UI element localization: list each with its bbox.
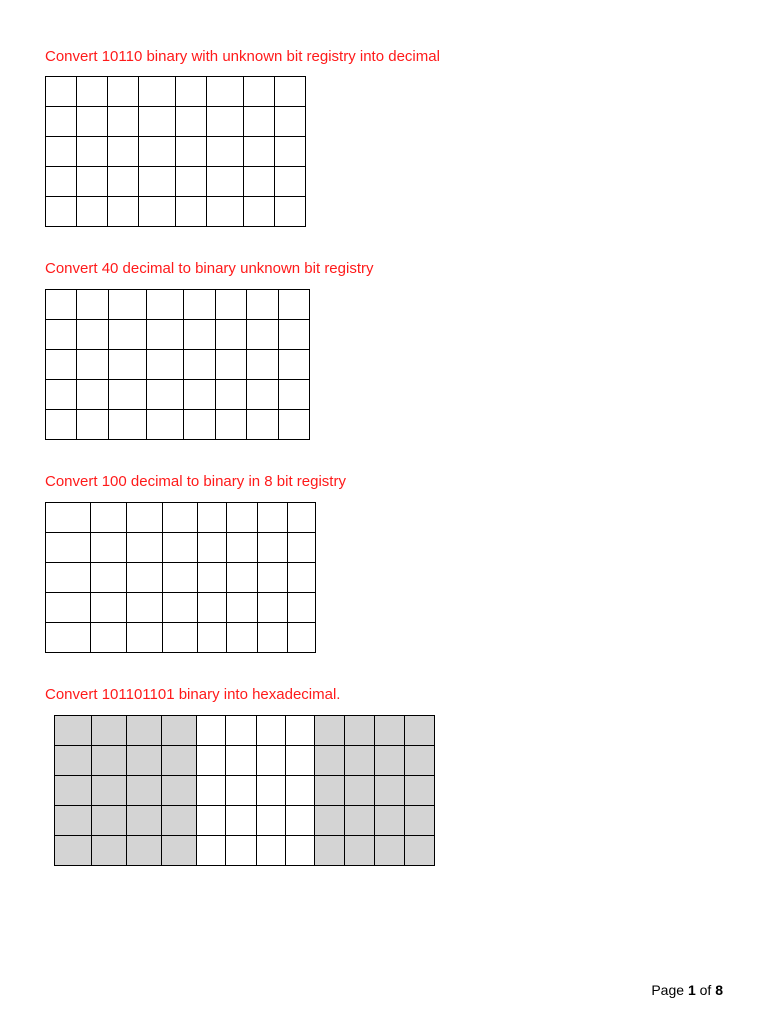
exercise-2-title: Convert 40 decimal to binary unknown bit registry xyxy=(45,260,374,277)
grid-cell xyxy=(176,77,207,107)
grid-cell xyxy=(108,137,139,167)
grid-cell xyxy=(55,776,92,806)
grid-cell xyxy=(244,77,275,107)
grid-row xyxy=(46,107,306,137)
grid-cell xyxy=(216,410,247,440)
grid-cell xyxy=(46,137,77,167)
grid-cell xyxy=(163,593,198,623)
grid-cell xyxy=(163,533,198,563)
grid-cell xyxy=(91,623,127,653)
grid-cell xyxy=(257,836,286,866)
grid-cell xyxy=(46,563,91,593)
grid-cell xyxy=(127,503,163,533)
grid-cell xyxy=(198,503,227,533)
grid-cell xyxy=(108,167,139,197)
exercise-4-title: Convert 101101101 binary into hexadecimal. xyxy=(45,686,341,703)
grid-row xyxy=(46,593,316,623)
grid-cell xyxy=(227,533,258,563)
grid-cell xyxy=(286,836,315,866)
grid-cell xyxy=(127,563,163,593)
grid-cell xyxy=(127,623,163,653)
grid-cell xyxy=(46,77,77,107)
grid-cell xyxy=(184,350,216,380)
grid-row xyxy=(46,320,310,350)
page-number xyxy=(651,982,723,998)
grid-cell xyxy=(226,746,257,776)
grid-cell xyxy=(288,533,316,563)
grid-cell xyxy=(198,533,227,563)
grid-cell xyxy=(197,716,226,746)
grid-cell xyxy=(176,197,207,227)
grid-cell xyxy=(139,167,176,197)
grid-cell xyxy=(345,776,375,806)
grid-cell xyxy=(405,716,435,746)
grid-cell xyxy=(286,776,315,806)
grid-cell xyxy=(197,836,226,866)
grid-cell xyxy=(286,746,315,776)
grid-cell xyxy=(227,623,258,653)
grid-cell xyxy=(46,623,91,653)
page-current: 1 xyxy=(687,982,696,998)
grid-row xyxy=(55,746,435,776)
grid-cell xyxy=(315,746,345,776)
grid-cell xyxy=(375,776,405,806)
grid-row xyxy=(55,716,435,746)
grid-cell xyxy=(46,320,77,350)
grid-cell xyxy=(197,746,226,776)
grid-cell xyxy=(91,563,127,593)
grid-cell xyxy=(184,410,216,440)
grid-cell xyxy=(258,503,288,533)
grid-cell xyxy=(216,320,247,350)
grid-cell xyxy=(286,716,315,746)
grid-cell xyxy=(207,77,244,107)
grid-cell xyxy=(77,77,108,107)
grid-cell xyxy=(286,806,315,836)
grid-row xyxy=(55,806,435,836)
grid-row xyxy=(46,77,306,107)
grid-cell xyxy=(176,137,207,167)
grid-row xyxy=(46,503,316,533)
grid-cell xyxy=(77,137,108,167)
grid-row xyxy=(46,137,306,167)
grid-cell xyxy=(315,716,345,746)
grid-cell xyxy=(227,593,258,623)
grid-cell xyxy=(247,290,279,320)
grid-cell xyxy=(55,806,92,836)
grid-cell xyxy=(46,410,77,440)
grid-cell xyxy=(162,776,197,806)
grid-cell xyxy=(109,320,147,350)
grid-cell xyxy=(345,836,375,866)
grid-cell xyxy=(345,806,375,836)
grid-cell xyxy=(147,290,184,320)
grid-cell xyxy=(92,746,127,776)
grid-cell xyxy=(77,290,109,320)
grid-cell xyxy=(176,107,207,137)
grid-row xyxy=(55,776,435,806)
grid-cell xyxy=(46,380,77,410)
grid-cell xyxy=(279,380,310,410)
grid-cell xyxy=(46,533,91,563)
grid-cell xyxy=(46,107,77,137)
grid-cell xyxy=(163,623,198,653)
grid-cell xyxy=(184,290,216,320)
grid-row xyxy=(46,350,310,380)
grid-cell xyxy=(275,197,306,227)
grid-cell xyxy=(345,746,375,776)
grid-row xyxy=(55,836,435,866)
grid-cell xyxy=(375,746,405,776)
grid-cell xyxy=(207,197,244,227)
grid-cell xyxy=(197,806,226,836)
grid-cell xyxy=(315,836,345,866)
grid-cell xyxy=(227,563,258,593)
grid-cell xyxy=(288,503,316,533)
grid-cell xyxy=(127,533,163,563)
grid-cell xyxy=(55,746,92,776)
grid-cell xyxy=(279,410,310,440)
grid-cell xyxy=(405,806,435,836)
grid-cell xyxy=(257,776,286,806)
page-word: Page xyxy=(651,982,685,998)
grid-cell xyxy=(91,533,127,563)
grid-cell xyxy=(244,107,275,137)
grid-cell xyxy=(184,320,216,350)
grid-cell xyxy=(77,380,109,410)
grid-cell xyxy=(247,380,279,410)
grid-cell xyxy=(163,563,198,593)
grid-cell xyxy=(109,380,147,410)
grid-cell xyxy=(139,77,176,107)
grid-cell xyxy=(109,290,147,320)
grid-row xyxy=(46,533,316,563)
grid-cell xyxy=(207,167,244,197)
grid-row xyxy=(46,167,306,197)
of-word: of xyxy=(699,982,712,998)
grid-cell xyxy=(109,410,147,440)
grid-cell xyxy=(288,593,316,623)
grid-cell xyxy=(244,197,275,227)
grid-cell xyxy=(207,107,244,137)
grid-cell xyxy=(77,167,108,197)
grid-cell xyxy=(139,197,176,227)
exercise-3-title: Convert 100 decimal to binary in 8 bit registry xyxy=(45,473,346,490)
exercise-1-title: Convert 10110 binary with unknown bit registry into decimal xyxy=(45,48,440,65)
grid-cell xyxy=(375,716,405,746)
grid-cell xyxy=(275,107,306,137)
grid-cell xyxy=(216,290,247,320)
grid-cell xyxy=(184,380,216,410)
grid-cell xyxy=(258,533,288,563)
grid-cell xyxy=(405,836,435,866)
grid-cell xyxy=(198,563,227,593)
grid-cell xyxy=(257,806,286,836)
grid-row xyxy=(46,197,306,227)
grid-cell xyxy=(109,350,147,380)
grid-cell xyxy=(275,137,306,167)
grid-cell xyxy=(139,137,176,167)
grid-cell xyxy=(279,290,310,320)
grid-cell xyxy=(55,836,92,866)
grid-cell xyxy=(147,320,184,350)
grid-cell xyxy=(46,290,77,320)
grid-cell xyxy=(288,563,316,593)
grid-cell xyxy=(127,716,162,746)
grid-cell xyxy=(92,716,127,746)
grid-row xyxy=(46,290,310,320)
grid-cell xyxy=(55,716,92,746)
grid-cell xyxy=(162,746,197,776)
grid-row xyxy=(46,623,316,653)
grid-cell xyxy=(127,593,163,623)
exercise-3-grid xyxy=(45,502,316,653)
grid-row xyxy=(46,410,310,440)
grid-cell xyxy=(77,410,109,440)
grid-cell xyxy=(162,806,197,836)
grid-cell xyxy=(147,350,184,380)
grid-cell xyxy=(216,380,247,410)
grid-cell xyxy=(91,593,127,623)
grid-cell xyxy=(198,623,227,653)
grid-cell xyxy=(279,320,310,350)
grid-cell xyxy=(77,320,109,350)
page-total: 8 xyxy=(715,982,723,998)
grid-cell xyxy=(216,350,247,380)
grid-cell xyxy=(226,776,257,806)
grid-cell xyxy=(139,107,176,137)
exercise-2-grid xyxy=(45,289,310,440)
grid-row xyxy=(46,563,316,593)
grid-cell xyxy=(375,806,405,836)
grid-cell xyxy=(207,137,244,167)
grid-cell xyxy=(226,806,257,836)
grid-cell xyxy=(315,806,345,836)
grid-cell xyxy=(198,593,227,623)
grid-cell xyxy=(108,77,139,107)
grid-cell xyxy=(257,746,286,776)
grid-cell xyxy=(275,167,306,197)
grid-cell xyxy=(258,593,288,623)
exercise-4-grid xyxy=(54,715,435,866)
grid-cell xyxy=(258,623,288,653)
grid-cell xyxy=(345,716,375,746)
grid-cell xyxy=(162,716,197,746)
grid-cell xyxy=(46,593,91,623)
grid-row xyxy=(46,380,310,410)
grid-cell xyxy=(227,503,258,533)
grid-cell xyxy=(77,350,109,380)
grid-cell xyxy=(46,197,77,227)
grid-cell xyxy=(46,167,77,197)
grid-cell xyxy=(92,776,127,806)
grid-cell xyxy=(257,716,286,746)
grid-cell xyxy=(405,746,435,776)
grid-cell xyxy=(275,77,306,107)
grid-cell xyxy=(258,563,288,593)
grid-cell xyxy=(163,503,198,533)
grid-cell xyxy=(91,503,127,533)
grid-cell xyxy=(405,776,435,806)
grid-cell xyxy=(127,746,162,776)
grid-cell xyxy=(108,197,139,227)
grid-cell xyxy=(92,806,127,836)
grid-cell xyxy=(127,776,162,806)
grid-cell xyxy=(226,836,257,866)
grid-cell xyxy=(127,806,162,836)
grid-cell xyxy=(247,320,279,350)
grid-cell xyxy=(77,197,108,227)
grid-cell xyxy=(46,350,77,380)
grid-cell xyxy=(247,350,279,380)
grid-cell xyxy=(315,776,345,806)
grid-cell xyxy=(244,137,275,167)
grid-cell xyxy=(147,380,184,410)
exercise-1-grid xyxy=(45,76,306,227)
grid-cell xyxy=(92,836,127,866)
grid-cell xyxy=(247,410,279,440)
grid-cell xyxy=(279,350,310,380)
grid-cell xyxy=(288,623,316,653)
grid-cell xyxy=(375,836,405,866)
grid-cell xyxy=(108,107,139,137)
grid-cell xyxy=(197,776,226,806)
grid-cell xyxy=(147,410,184,440)
grid-cell xyxy=(244,167,275,197)
grid-cell xyxy=(162,836,197,866)
grid-cell xyxy=(226,716,257,746)
grid-cell xyxy=(176,167,207,197)
grid-cell xyxy=(77,107,108,137)
grid-cell xyxy=(46,503,91,533)
grid-cell xyxy=(127,836,162,866)
